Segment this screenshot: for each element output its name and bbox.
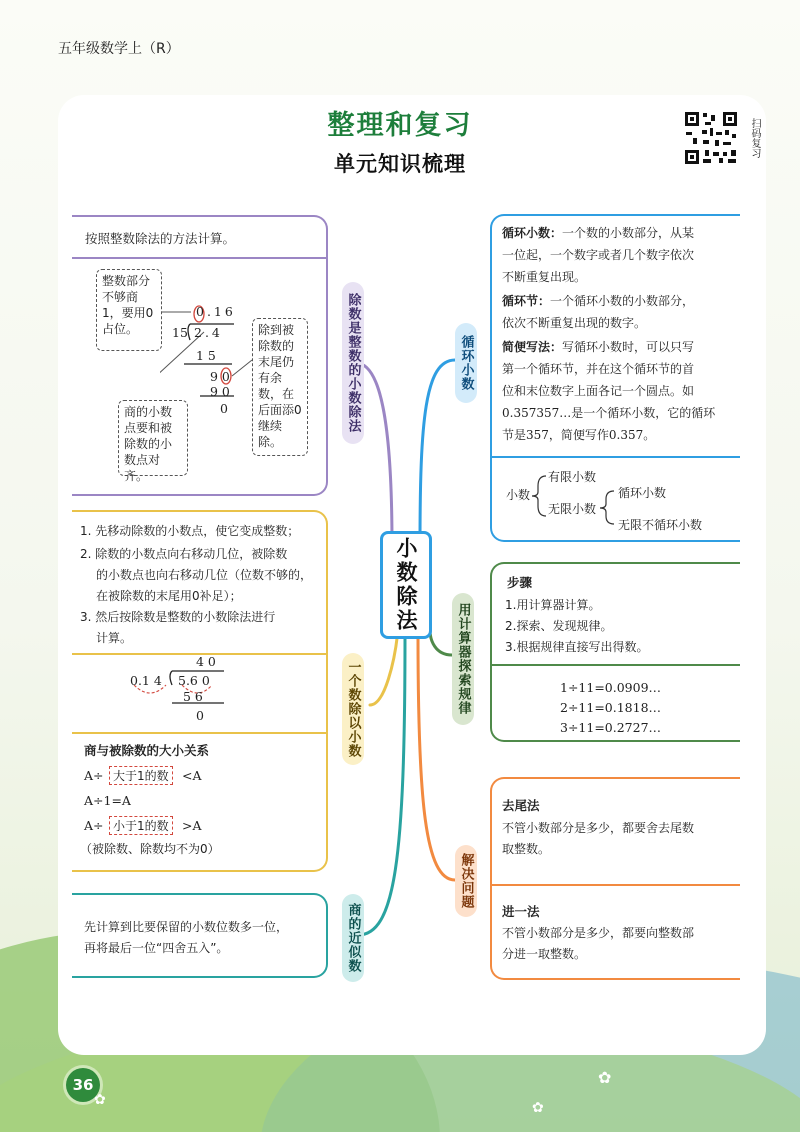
b2-step2a: 2. 除数的小数点向右移动几位，被除数 (80, 547, 288, 561)
b5-example2: 2÷11=0.1818… (560, 700, 662, 715)
b2-label: 一个数除以小数 (342, 653, 364, 765)
center-node (380, 531, 432, 639)
b4-t1-line1 (502, 224, 694, 243)
b3-label: 商的近似数 (342, 894, 364, 982)
b5-example1: 1÷11=0.0909… (560, 680, 662, 695)
b5-step1: 1.用计算器计算。 (505, 598, 601, 612)
b2-quotient: 4 0 (196, 654, 216, 669)
b2-step2c: 在被除数的末尾用0补足）； (96, 589, 242, 603)
b4-tree-finite: 有限小数 (548, 470, 597, 484)
b2-relation-note: （被除数、除数均不为0） (80, 842, 220, 856)
b2-step3b: 计算。 (96, 631, 133, 645)
b4-label: 循环小数 (455, 323, 477, 403)
connector-b6 (418, 635, 455, 880)
b4-t3-line2: 第一个循环节，并在这个循环节的首 (502, 362, 695, 376)
b4-tree-root: 小数 (506, 488, 531, 502)
b1-dividend: 2.4 (194, 325, 223, 340)
b4-t1-term: 循环小数： (502, 226, 563, 240)
connector-b2 (370, 630, 398, 705)
b2-rel1-c: <A (182, 768, 202, 783)
b1-method: 按照整数除法的方法计算。 (85, 231, 236, 246)
page-subtitle: 单元知识梳理 (334, 152, 466, 176)
flower-icon: ✿ (598, 1068, 612, 1087)
b1-note-placeholder: 整数部分不够商1，要用0占位。 (96, 269, 162, 351)
b1-note-remainder: 除到被除数的末尾仍有余数，在后面添0继续除。 (252, 318, 308, 456)
page-header: 五年级数学上（R） (58, 41, 180, 57)
b1-step3: 9 0 (210, 384, 230, 399)
b4-t1-line3: 不断重复出现。 (502, 270, 587, 284)
b6-m2-line2: 分进一取整数。 (502, 947, 587, 961)
flower-icon: ✿ (532, 1100, 544, 1116)
center-label: 小数除法 (394, 537, 418, 633)
b4-t1-def: 一个数的小数部分，从某 (562, 226, 695, 240)
b6-label: 解决问题 (455, 845, 477, 917)
b1-remainder: 0 (220, 401, 228, 416)
b2-rel3-c: >A (182, 818, 202, 833)
b1-quotient: 0.16 (196, 304, 236, 319)
b1-step1: 1 5 (196, 348, 216, 363)
b4-tree-infinite: 无限小数 (548, 502, 597, 516)
b4-t2-term: 循环节： (502, 294, 551, 308)
b2-subtract: 5 6 (183, 689, 203, 704)
b5-step2: 2.探索、发现规律。 (505, 619, 613, 633)
b6-m2-line1: 不管小数部分是多少，都要向整数部 (502, 926, 695, 940)
b1-label: 除数是整数的小数除法 (342, 282, 364, 444)
b4-t2-def: 一个循环小数的小数部分， (550, 294, 695, 308)
b4-tree-nonrepeating: 无限不循环小数 (618, 518, 703, 532)
b6-m1-line1: 不管小数部分是多少，都要舍去尾数 (502, 821, 695, 835)
qr-caption: 扫码复习 (749, 118, 760, 158)
b5-example3: 3÷11=0.2727… (560, 720, 662, 735)
b2-step2b: 的小数点也向右移动几位（位数不够的， (96, 568, 313, 582)
b3-text2: 再将最后一位“四舍五入”。 (84, 941, 229, 955)
b2-division-lines (120, 655, 240, 725)
b6-m1-line2: 取整数。 (502, 842, 551, 856)
b6-m2-title: 进一法 (502, 904, 540, 919)
b3-text1: 先计算到比要保留的小数位数多一位， (84, 920, 289, 934)
b2-rel2: A÷1=A (84, 793, 131, 808)
connector-b5 (430, 630, 452, 655)
b2-rel3-b: 小于1的数 (109, 816, 173, 835)
b1-note-align: 商的小数点要和被除数的小数点对齐。 (118, 400, 188, 476)
page-title: 整理和复习 (327, 110, 473, 141)
b2-rel1-b: 大于1的数 (109, 766, 173, 785)
b2-relation-title: 商与被除数的大小关系 (84, 743, 210, 758)
b4-t3-line3: 位和末位数字上面各记一个圆点。如 (502, 384, 695, 398)
b2-remainder: 0 (196, 708, 204, 723)
b4-t3-term: 简便写法： (502, 340, 563, 354)
flower-icon: ✿ (94, 1092, 106, 1108)
b4-t2-line2: 依次不断重复出现的数字。 (502, 316, 647, 330)
b1-divisor: 15 (172, 325, 188, 340)
b5-title: 步骤 (507, 575, 533, 590)
b2-dividend: 5.6 0 (178, 673, 210, 688)
b4-t3-def: 写循环小数时，可以只写 (562, 340, 695, 354)
connector-b3 (358, 635, 405, 935)
b4-t1-line2: 一位起，一个数字或者几个数字依次 (502, 248, 695, 262)
b2-rel1-a: A÷ (84, 768, 104, 783)
b4-t3-line1 (502, 338, 694, 357)
b4-t3-line5: 节是357，简便写作0.357。 (502, 428, 656, 442)
b5-label: 用计算器探索规律 (452, 593, 474, 725)
b6-m1-title: 去尾法 (502, 798, 540, 813)
b5-step3: 3.根据规律直接写出得数。 (505, 640, 649, 654)
page-number: 36 (66, 1068, 100, 1102)
connector-b4 (420, 360, 455, 545)
b2-divisor: 0.1 4 (130, 673, 162, 688)
b2-rel3-a: A÷ (84, 818, 104, 833)
b4-t3-line4: 0.357357…是一个循环小数，它的循环 (502, 406, 716, 420)
b1-step2: 9 0 (210, 369, 230, 384)
b4-tree-repeating: 循环小数 (618, 486, 667, 500)
b2-step1: 1. 先移动除数的小数点，使它变成整数； (80, 524, 300, 538)
b2-step3a: 3. 然后按除数是整数的小数除法进行 (80, 610, 276, 624)
b4-t2-line1 (502, 292, 694, 311)
